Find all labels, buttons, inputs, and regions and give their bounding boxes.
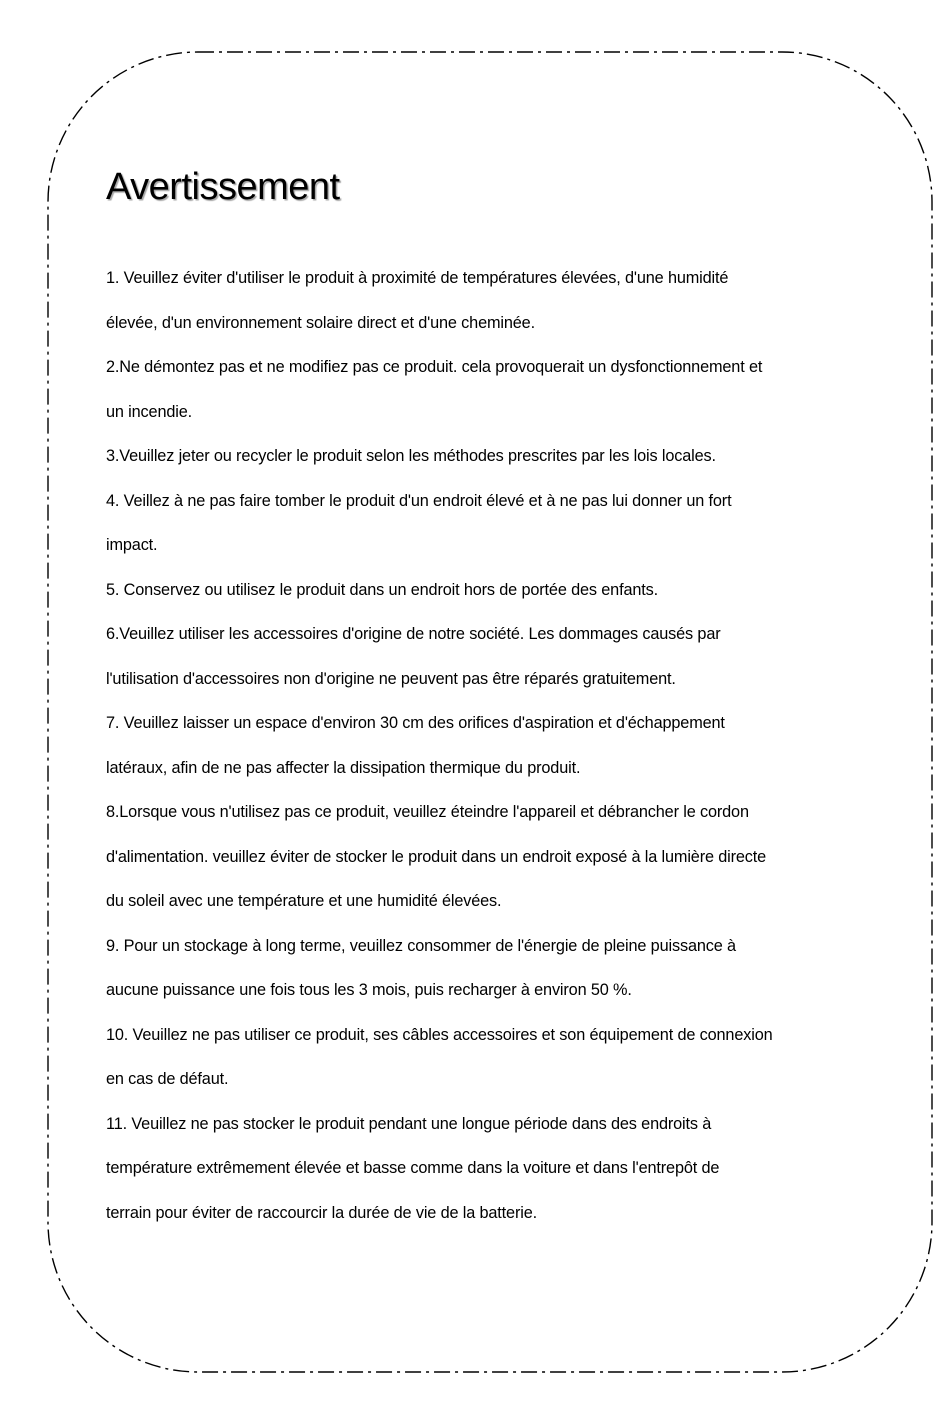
warning-line: impact. bbox=[106, 536, 158, 554]
warning-line: terrain pour éviter de raccourcir la durée de vie de la batterie. bbox=[106, 1203, 537, 1222]
document-body bbox=[106, 160, 896, 1235]
warning-item-4 bbox=[106, 479, 896, 568]
warning-item-1 bbox=[106, 256, 896, 345]
warning-line: 6.Veuillez utiliser les accessoires d'origine de notre société. Les dommages causés par bbox=[106, 625, 721, 643]
warning-item-3 bbox=[106, 434, 896, 479]
warning-item-10 bbox=[106, 1013, 896, 1102]
warning-list bbox=[106, 256, 896, 1235]
warning-line: 5. Conservez ou utilisez le produit dans un endroit hors de portée des enfants. bbox=[106, 580, 659, 599]
warning-line: 2.Ne démontez pas et ne modifiez pas ce produit. cela provoquerait un dysfonctionnement et bbox=[106, 358, 763, 376]
warning-line: 1. Veuillez éviter d'utiliser le produit à proximité de températures élevées, d'une humidité bbox=[106, 269, 729, 287]
warning-line: aucune puissance une fois tous les 3 mois, puis recharger à environ 50 %. bbox=[106, 981, 632, 999]
warning-line: élevée, d'un environnement solaire direct et d'une cheminée. bbox=[106, 313, 535, 332]
warning-item-5 bbox=[106, 568, 896, 613]
page-title: Avertissement bbox=[106, 166, 340, 208]
warning-line: latéraux, afin de ne pas affecter la dissipation thermique du produit. bbox=[106, 758, 581, 777]
warning-line: en cas de défaut. bbox=[106, 1070, 229, 1088]
warning-item-11 bbox=[106, 1102, 896, 1236]
warning-line: 9. Pour un stockage à long terme, veuillez consommer de l'énergie de pleine puissance à bbox=[106, 936, 736, 955]
warning-line: 8.Lorsque vous n'utilisez pas ce produit, veuillez éteindre l'appareil et débrancher le cordon bbox=[106, 803, 749, 821]
warning-line: température extrêmement élevée et basse comme dans la voiture et dans l'entrepôt de bbox=[106, 1159, 720, 1177]
warning-line: 11. Veuillez ne pas stocker le produit pendant une longue période dans des endroits à bbox=[106, 1114, 712, 1133]
warning-line: d'alimentation. veuillez éviter de stocker le produit dans un endroit exposé à la lumière directe bbox=[106, 847, 767, 866]
warning-line: du soleil avec une température et une humidité élevées. bbox=[106, 892, 502, 910]
warning-item-6 bbox=[106, 612, 896, 701]
warning-item-7 bbox=[106, 701, 896, 790]
warning-line: 10. Veuillez ne pas utiliser ce produit, ses câbles accessoires et son équipement de connexion bbox=[106, 1025, 773, 1044]
warning-line: l'utilisation d'accessoires non d'origine ne peuvent pas être réparés gratuitement. bbox=[106, 669, 676, 688]
warning-line: 7. Veuillez laisser un espace d'environ 30 cm des orifices d'aspiration et d'échappement bbox=[106, 714, 725, 732]
warning-item-8 bbox=[106, 790, 896, 924]
warning-line: 4. Veillez à ne pas faire tomber le produit d'un endroit élevé et à ne pas lui donner un fort bbox=[106, 491, 732, 510]
warning-item-9 bbox=[106, 924, 896, 1013]
warning-line: 3.Veuillez jeter ou recycler le produit selon les méthodes prescrites par les lois locales. bbox=[106, 447, 716, 465]
warning-line: un incendie. bbox=[106, 402, 193, 421]
warning-item-2 bbox=[106, 345, 896, 434]
